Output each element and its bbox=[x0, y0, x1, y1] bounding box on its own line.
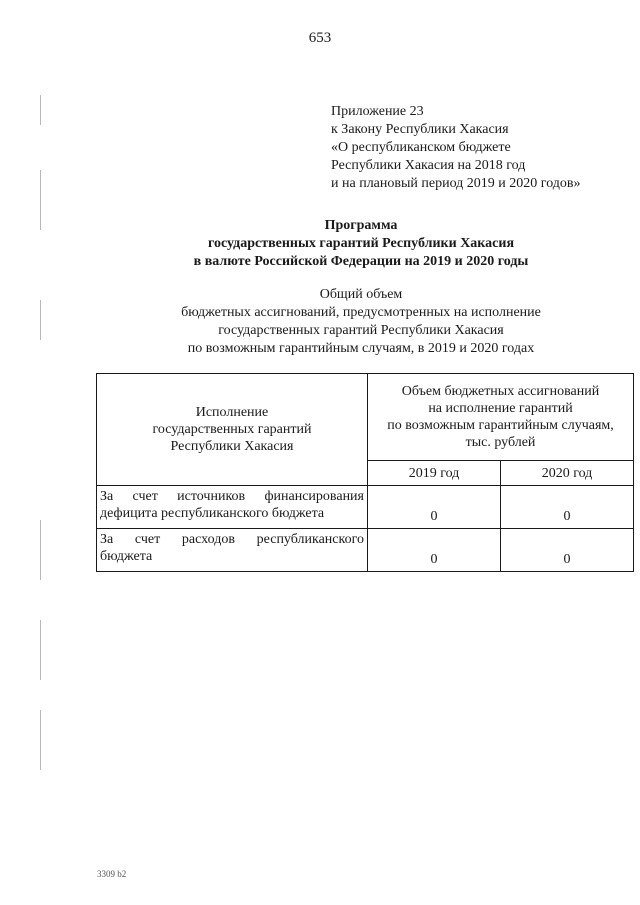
value-2020: 0 bbox=[501, 529, 634, 572]
document-code: 3309 b2 bbox=[97, 869, 127, 879]
subtitle-line: по возможным гарантийным случаям, в 2019 и 2020 годах bbox=[187, 341, 535, 356]
row-label: За счет источников финансирования дефицита республиканского бюджета bbox=[97, 486, 368, 529]
appendix-line: Республики Хакасия на 2018 год bbox=[331, 158, 526, 173]
table-row bbox=[97, 529, 634, 572]
program-title-line: в валюте Российской Федерации на 2019 и 2020 годы bbox=[193, 254, 529, 269]
subtitle-line: государственных гарантий Республики Хакасия bbox=[218, 323, 504, 338]
header-volume-line: тыс. рублей bbox=[465, 435, 536, 450]
appendix-reference bbox=[331, 103, 581, 193]
program-title-line: Программа bbox=[324, 218, 398, 233]
subtitle-line: бюджетных ассигнований, предусмотренных на исполнение bbox=[181, 305, 541, 320]
value-2020: 0 bbox=[501, 486, 634, 529]
header-volume bbox=[368, 374, 634, 461]
appendix-line: «О республиканском бюджете bbox=[331, 140, 511, 155]
header-year-2019: 2019 год bbox=[368, 461, 501, 486]
page-number: 653 bbox=[308, 30, 332, 46]
scan-margin-mark bbox=[40, 710, 41, 770]
row-label: За счет расходов республиканского бюджета bbox=[97, 529, 368, 572]
scan-margin-mark bbox=[40, 95, 41, 125]
scan-margin-mark bbox=[40, 620, 41, 680]
header-volume-line: на исполнение гарантий bbox=[428, 401, 573, 416]
header-execution-line: Республики Хакасия bbox=[170, 439, 294, 454]
header-execution-line: Исполнение bbox=[195, 405, 269, 420]
table-subtitle bbox=[0, 286, 640, 358]
header-execution-line: государственных гарантий bbox=[152, 422, 312, 437]
table-row bbox=[97, 486, 634, 529]
appendix-line: и на плановый период 2019 и 2020 годов» bbox=[331, 176, 581, 191]
guarantees-table bbox=[96, 373, 634, 572]
value-2019: 0 bbox=[368, 529, 501, 572]
appendix-line: Приложение 23 bbox=[331, 104, 424, 119]
subtitle-line: Общий объем bbox=[319, 287, 403, 302]
header-volume-line: Объем бюджетных ассигнований bbox=[401, 384, 600, 399]
header-year-2020: 2020 год bbox=[501, 461, 634, 486]
header-volume-line: по возможным гарантийным случаям, bbox=[387, 418, 614, 433]
program-title bbox=[0, 217, 640, 271]
value-2019: 0 bbox=[368, 486, 501, 529]
header-execution bbox=[97, 374, 368, 486]
program-title-line: государственных гарантий Республики Хакасия bbox=[207, 236, 515, 251]
scan-margin-mark bbox=[40, 520, 41, 580]
appendix-line: к Закону Республики Хакасия bbox=[331, 122, 509, 137]
